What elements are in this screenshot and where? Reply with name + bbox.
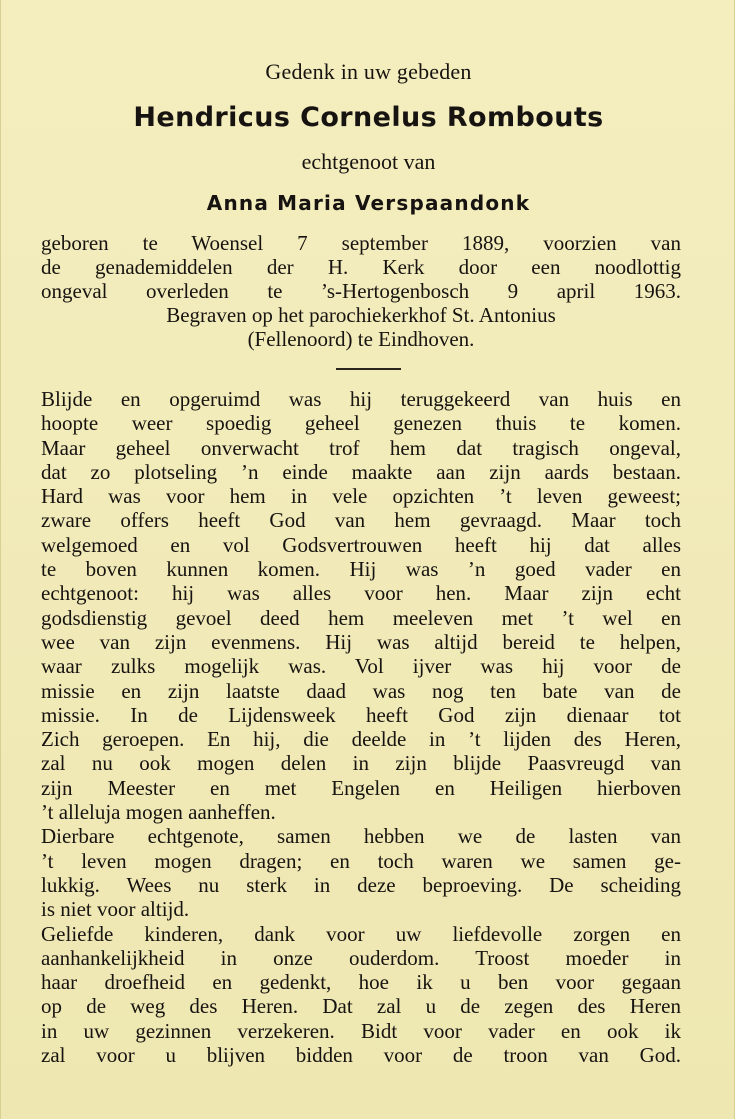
memorial-line: dat zo plotseling ’n einde maakte aan zijn aards bestaan.	[41, 459, 681, 484]
memorial-line: welgemoed en vol Godsvertrouwen heeft hij dat alles	[41, 532, 681, 557]
memorial-line: hoopte weer spoedig geheel genezen thuis te komen.	[41, 411, 681, 436]
memorial-line: aanhankelijkheid in onze ouderdom. Troost moeder in	[41, 945, 681, 970]
memorial-line: zware offers heeft God van hem gevraagd. Maar toch	[41, 508, 681, 533]
memorial-line: ’t leven mogen dragen; en toch waren we samen ge-	[41, 848, 681, 873]
memorial-line: waar zulks mogelijk was. Vol ijver was hij voor de	[41, 654, 681, 679]
intro-line: (Fellenoord) te Eindhoven.	[247, 327, 475, 351]
pre-title: Gedenk in uw gebeden	[265, 59, 472, 84]
spouse-name: Anna Maria Verspaandonk	[206, 191, 531, 215]
memorial-line: Zich geroepen. En hij, die deelde in ’t lijden des Heren,	[41, 727, 681, 752]
memorial-line: lukkig. Wees nu sterk in deze beproeving. De scheiding	[41, 872, 681, 897]
memorial-line: op de weg des Heren. Dat zal u de zegen des Heren	[41, 994, 681, 1019]
memorial-text	[41, 387, 681, 1067]
deceased-name: Hendricus Cornelus Rombouts	[133, 102, 604, 133]
memorial-line: zal nu ook mogen delen in zijn blijde Paasvreugd van	[41, 751, 681, 776]
memorial-line: Geliefde kinderen, dank voor uw liefdevolle zorgen en	[41, 921, 681, 946]
memorial-line: missie en zijn laatste daad was nog ten bate van de	[41, 678, 681, 703]
memorial-line: zal voor u blijven bidden voor de troon van God.	[41, 1043, 681, 1068]
memorial-line: haar droefheid en gedenkt, hoe ik u ben voor gegaan	[41, 970, 681, 995]
memorial-line: Dierbare echtgenote, samen hebben we de lasten van	[41, 824, 681, 849]
memorial-line: godsdienstig gevoel deed hem meeleven met ’t wel en	[41, 605, 681, 630]
intro-line: geboren te Woensel 7 september 1889, voorzien van	[41, 231, 681, 255]
memorial-line: in uw gezinnen verzekeren. Bidt voor vader en ook ik	[41, 1018, 681, 1043]
memorial-line: te boven kunnen komen. Hij was ’n goed vader en	[41, 557, 681, 582]
memorial-line: echtgenoot: hij was alles voor hen. Maar zijn echt	[41, 581, 681, 606]
memorial-line: is niet voor altijd.	[41, 897, 190, 922]
memorial-line: wee van zijn evenmens. Hij was altijd bereid te helpen,	[41, 629, 681, 654]
memorial-line: Hard was voor hem in vele opzichten ’t leven geweest;	[41, 484, 681, 509]
memorial-line: Maar geheel onverwacht trof hem dat tragisch ongeval,	[41, 435, 681, 460]
spouse-label: echtgenoot van	[301, 149, 436, 174]
intro-line: de genademiddelen der H. Kerk door een noodlottig	[41, 255, 681, 279]
memorial-line: zijn Meester en met Engelen en Heiligen hierboven	[41, 775, 681, 800]
memorial-line: missie. In de Lijdensweek heeft God zijn dienaar tot	[41, 702, 681, 727]
memorial-line: Blijde en opgeruimd was hij teruggekeerd van huis en	[41, 387, 681, 411]
biographical-paragraph	[41, 231, 681, 351]
intro-line: ongeval overleden te ’s-Hertogenbosch 9 april 1963.	[41, 279, 681, 303]
divider-rule	[336, 368, 401, 370]
memorial-line: ’t alleluja mogen aanheffen.	[41, 800, 276, 825]
intro-line: Begraven op het parochiekerkhof St. Antonius	[166, 303, 556, 327]
